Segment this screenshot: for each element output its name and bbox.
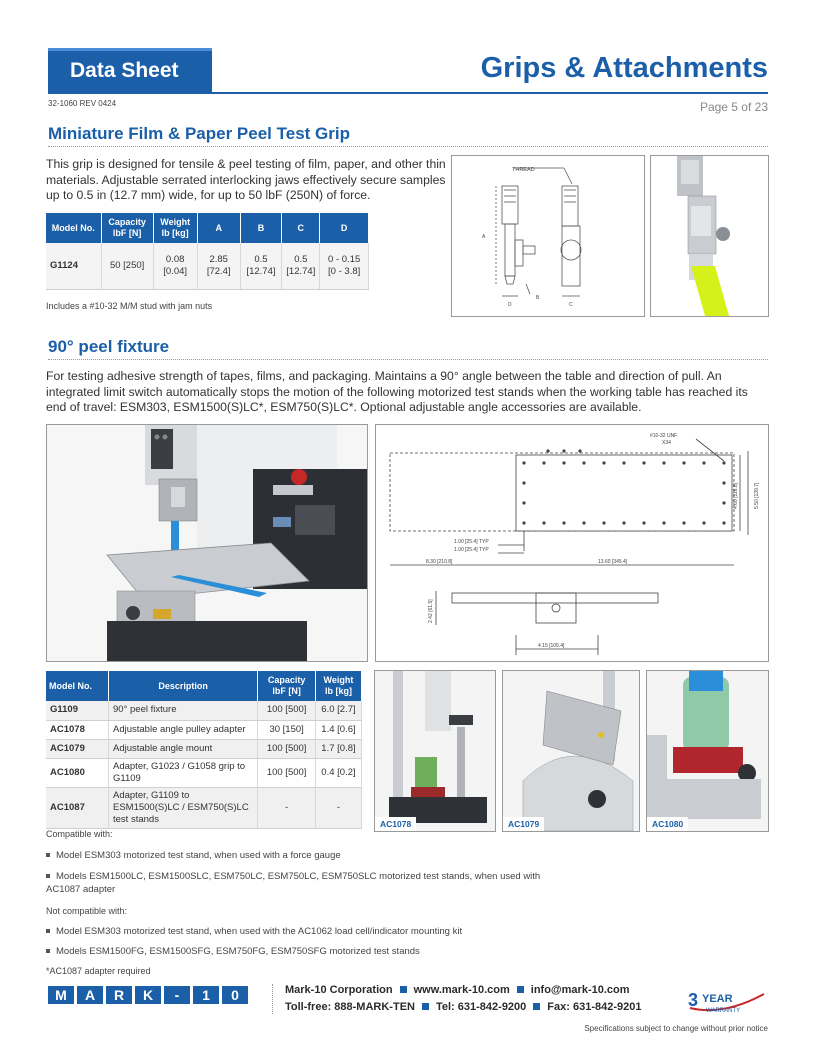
footer-contact-line-2: Toll-free: 888-MARK-TEN Tel: 631-842-9200 Fax: 631-842-9201 xyxy=(285,1001,642,1013)
table-row xyxy=(46,701,362,720)
cell: Adjustable angle mount xyxy=(109,739,258,758)
footer-divider xyxy=(272,984,273,1014)
cell: 100 [500] xyxy=(258,739,316,758)
section-divider xyxy=(48,359,768,360)
mark-10-logo: M A R K - 1 0 xyxy=(48,986,248,1004)
ac1078-photo-svg xyxy=(375,671,495,831)
section-divider xyxy=(48,146,768,147)
cell: AC1078 xyxy=(46,720,109,739)
grip-line-drawing-svg xyxy=(452,156,644,316)
cell: AC1080 xyxy=(46,758,109,787)
dim-c-label: C xyxy=(569,302,573,308)
cell: 0.08 [0.04] xyxy=(153,243,197,289)
compatible-item: Model ESM303 motorized test stand, when used with a force gauge xyxy=(46,850,566,861)
compatible-label: Compatible with: xyxy=(46,829,113,839)
col-header: Capacity lbF [N] xyxy=(101,213,153,243)
page-number: Page 5 of 23 xyxy=(699,100,768,114)
ac1079-photo xyxy=(502,670,640,832)
table-row xyxy=(46,787,362,828)
thread-callout: #10-32 UNF xyxy=(650,433,678,439)
hole-count-callout: X34 xyxy=(662,440,671,446)
cell: - xyxy=(315,787,361,828)
dim-typ-2: 1.00 [25.4] TYP xyxy=(454,547,489,553)
col-header: Model No. xyxy=(46,213,101,243)
cell: 50 [250] xyxy=(101,243,153,289)
compatible-item: Models ESM1500LC, ESM1500SLC, ESM750LC, ESM750LC, ESM750SLC motorized test stands, when used with AC1087 adapter xyxy=(46,871,541,895)
cell: 6.0 [2.7] xyxy=(315,701,361,720)
dim-width-left: 8.30 [210.8] xyxy=(426,559,453,565)
data-sheet-tag: Data Sheet xyxy=(48,48,212,92)
cell: 0 - 0.15 [0 - 3.8] xyxy=(320,243,369,289)
grip-photo-svg xyxy=(651,156,768,316)
col-header: Description xyxy=(109,671,258,701)
dim-typ-1: 1.00 [25.4] TYP xyxy=(454,539,489,545)
warranty-badge-svg xyxy=(684,986,768,1016)
cell: 30 [150] xyxy=(258,720,316,739)
col-header: C xyxy=(282,213,320,243)
page-title: Grips & Attachments xyxy=(480,52,768,84)
col-header: Weight lb [kg] xyxy=(153,213,197,243)
cell: 100 [500] xyxy=(258,701,316,720)
accessories-table xyxy=(46,671,362,829)
cell: AC1079 xyxy=(46,739,109,758)
cell: Adapter, G1023 / G1058 grip to G1109 xyxy=(109,758,258,787)
warranty-word: WARRANTY xyxy=(706,1008,741,1014)
not-compatible-label: Not compatible with: xyxy=(46,906,128,916)
dim-height-2: 5.50 [139.7] xyxy=(754,482,760,509)
ac1078-caption: AC1078 xyxy=(375,817,416,831)
cell: 0.5 [12.74] xyxy=(282,243,320,289)
dim-bracket-width: 4.15 [105.4] xyxy=(538,643,565,649)
90-peel-description: For testing adhesive strength of tapes, films, and packaging. Maintains a 90° angle between the table and direction of pull. An integrated limit switch automatically stops the motion of the following motorized test stands when the working table has reached its end of travel: ESM303, ESM1500(S)LC*, ESM750(S)LC*. Optional adjustable angle accessories are available. xyxy=(46,369,748,415)
cell: - xyxy=(258,787,316,828)
dim-width-right: 13.60 [345.4] xyxy=(598,559,628,565)
col-header: Weight lb [kg] xyxy=(315,671,361,701)
cell: 1.4 [0.6] xyxy=(315,720,361,739)
cell: Adapter, G1109 to ESM1500(S)LC / ESM750(S)LC test stands xyxy=(109,787,258,828)
table-row xyxy=(46,243,369,289)
table-row xyxy=(46,758,362,787)
ac1080-photo-svg xyxy=(647,671,768,831)
90-peel-fixture-photo xyxy=(46,424,368,662)
stud-note: Includes a #10-32 M/M stud with jam nuts xyxy=(46,301,213,311)
ac1078-photo xyxy=(374,670,496,832)
table-row xyxy=(46,739,362,758)
ac1079-photo-svg xyxy=(503,671,639,831)
peel-grip-drawing xyxy=(451,155,645,317)
cell: 100 [500] xyxy=(258,758,316,787)
cell: 0.5 [12.74] xyxy=(240,243,282,289)
peel-grip-photo xyxy=(650,155,769,317)
disclaimer: Specifications subject to change without prior notice xyxy=(584,1024,768,1033)
dim-side-height: 2.42 [61.5] xyxy=(428,599,434,623)
col-header: A xyxy=(197,213,240,243)
fixture-photo-svg xyxy=(47,425,367,661)
col-header: D xyxy=(320,213,369,243)
cell: G1124 xyxy=(46,243,101,289)
fixture-drawing-svg xyxy=(376,425,768,661)
thread-label: THREAD xyxy=(512,167,535,173)
col-header: Model No. xyxy=(46,671,109,701)
header-rule xyxy=(48,92,768,94)
dim-b-label: B xyxy=(536,295,540,301)
document-number: 32-1060 REV 0424 xyxy=(48,99,117,108)
footnote: *AC1087 adapter required xyxy=(46,966,151,976)
cell: AC1087 xyxy=(46,787,109,828)
cell: G1109 xyxy=(46,701,109,720)
dim-a-label: A xyxy=(482,234,486,240)
col-header: Capacity lbF [N] xyxy=(258,671,316,701)
dim-height-1: 4.60 [116.8] xyxy=(733,482,739,509)
cell: 0.4 [0.2] xyxy=(315,758,361,787)
peel-grip-description: This grip is designed for tensile & peel testing of film, paper, and other thin materials. Adjustable serrated interlocking jaws effectively secure samples up to 0.5 in (12.7 mm) wide, for up to 50 lbF (250N) of force. xyxy=(46,157,446,203)
warranty-number: 3 xyxy=(688,990,699,1010)
warranty-badge xyxy=(684,986,768,1016)
website-link[interactable]: www.mark-10.com xyxy=(413,984,510,996)
col-header: B xyxy=(240,213,282,243)
ac1079-caption: AC1079 xyxy=(503,817,544,831)
cell: 90° peel fixture xyxy=(109,701,258,720)
cell: 2.85 [72.4] xyxy=(197,243,240,289)
section-title-peel-grip: Miniature Film & Paper Peel Test Grip xyxy=(48,124,350,143)
ac1080-caption: AC1080 xyxy=(647,817,688,831)
section-title-90-peel: 90° peel fixture xyxy=(48,337,170,356)
ac1080-photo xyxy=(646,670,769,832)
not-compatible-item: Models ESM1500FG, ESM1500SFG, ESM750FG, ESM750SFG motorized test stands xyxy=(46,946,566,957)
email-link[interactable]: info@mark-10.com xyxy=(530,984,630,996)
90-peel-dimension-drawing xyxy=(375,424,769,662)
not-compatible-item: Model ESM303 motorized test stand, when used with the AC1062 load cell/indicator mounting kit xyxy=(46,926,566,937)
footer-contact-line-1: Mark-10 Corporation www.mark-10.com info@mark-10.com xyxy=(285,984,630,996)
dim-d-label: D xyxy=(508,302,512,308)
peel-grip-spec-table xyxy=(46,213,369,290)
cell: Adjustable angle pulley adapter xyxy=(109,720,258,739)
cell: 1.7 [0.8] xyxy=(315,739,361,758)
warranty-year: YEAR xyxy=(702,993,733,1005)
table-row xyxy=(46,720,362,739)
